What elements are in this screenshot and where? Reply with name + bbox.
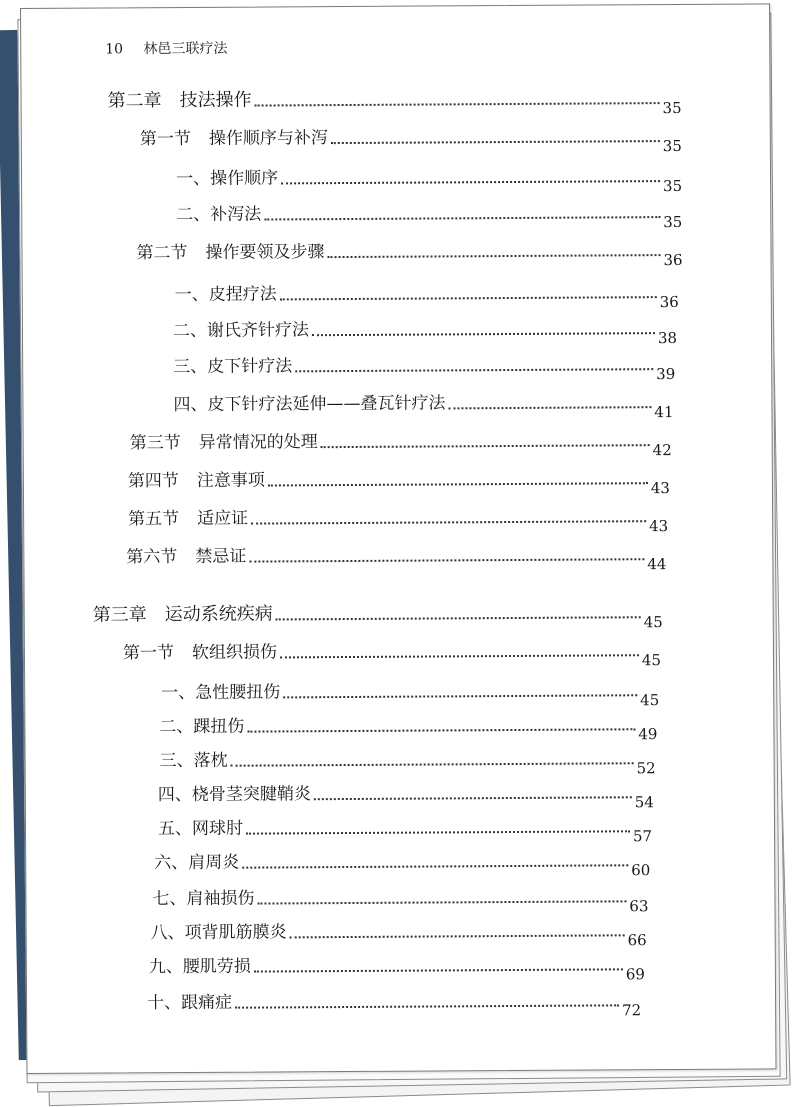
- toc-entry-chapter: [107, 87, 682, 118]
- chapter-label: 第二章: [107, 90, 162, 112]
- toc-entry-section: [136, 239, 683, 270]
- entry-page-number: 45: [640, 691, 660, 710]
- entry-title: 运动系统疾病: [164, 603, 273, 626]
- entry-page-number: 63: [629, 897, 649, 916]
- entry-page-number: 35: [662, 136, 682, 156]
- leader-dots: [246, 830, 630, 834]
- entry-title: 二、谢氏齐针疗法: [172, 320, 310, 342]
- leader-dots: [280, 296, 657, 300]
- leader-dots: [314, 796, 632, 800]
- leader-dots: [295, 368, 653, 372]
- entry-title: 注意事项: [196, 470, 265, 491]
- entry-page-number: 54: [634, 793, 654, 812]
- entry-page-number: 35: [663, 212, 683, 232]
- entry-title: 十、跟痛症: [147, 992, 233, 1014]
- entry-title: 五、网球肘: [157, 818, 244, 840]
- leader-dots: [331, 140, 660, 144]
- toc-entry-item: [176, 201, 683, 232]
- entry-page-number: 36: [663, 250, 683, 270]
- entry-page-number: 44: [647, 555, 667, 574]
- entry-page-number: 42: [652, 441, 672, 460]
- section-label: 第五节: [128, 509, 180, 530]
- entry-title: 一、操作顺序: [175, 168, 279, 190]
- toc-entry-item: [159, 747, 656, 778]
- toc-entry-item: [174, 281, 679, 312]
- section-label: 第一节: [139, 128, 191, 150]
- leader-dots: [328, 254, 661, 258]
- entry-title: 四、桡骨茎突腱鞘炎: [157, 784, 311, 806]
- leader-dots: [280, 654, 639, 658]
- entry-page-number: 60: [631, 861, 651, 880]
- leader-dots: [251, 520, 646, 524]
- leader-dots: [283, 694, 637, 698]
- chapter-label: 第三章: [92, 604, 147, 626]
- leader-dots: [249, 558, 644, 562]
- section-label: 第一节: [122, 643, 175, 664]
- toc-entry-item: [152, 885, 649, 916]
- entry-page-number: 69: [625, 965, 645, 984]
- toc-entry-item: [173, 353, 676, 384]
- toc-entry-item: [148, 953, 645, 984]
- toc-entry-item: [175, 165, 683, 196]
- leader-dots: [321, 444, 650, 448]
- running-header: [105, 38, 227, 59]
- entry-page-number: 52: [636, 759, 656, 778]
- entry-title: 异常情况的处理: [198, 432, 318, 453]
- entry-page-number: 45: [641, 651, 662, 670]
- entry-page-number: 43: [650, 479, 670, 498]
- toc-entry-section: [128, 505, 669, 536]
- leader-dots: [268, 482, 648, 486]
- toc-entry-chapter: [92, 601, 663, 632]
- toc-entry-item: [161, 679, 660, 710]
- toc-entry-section: [127, 467, 670, 498]
- leader-dots: [312, 332, 655, 336]
- section-label: 第六节: [126, 547, 178, 568]
- header-page-number: 10: [105, 41, 124, 58]
- toc-entry-section: [126, 543, 667, 574]
- toc-entry-item: [147, 989, 642, 1020]
- entry-title: 一、皮捏疗法: [174, 284, 277, 306]
- entry-title: 八、项背肌筋膜炎: [150, 922, 287, 944]
- entry-page-number: 39: [656, 365, 676, 384]
- leader-dots: [235, 1004, 619, 1008]
- toc-page: [20, 3, 776, 1074]
- toc-entry-item: [172, 317, 678, 348]
- leader-dots: [281, 180, 660, 184]
- entry-title: 一、急性腰扭伤: [161, 682, 281, 704]
- section-label: 第二节: [136, 242, 188, 264]
- leader-dots: [247, 728, 635, 732]
- entry-title: 二、补泻法: [176, 204, 262, 226]
- toc-entry-section: [129, 429, 672, 460]
- entry-title: 软组织损伤: [191, 642, 278, 663]
- entry-page-number: 72: [621, 1001, 642, 1020]
- toc-entry-item: [173, 391, 674, 422]
- entry-title: 九、腰肌劳损: [148, 956, 251, 978]
- leader-dots: [231, 762, 634, 766]
- leader-dots: [448, 406, 651, 409]
- leader-dots: [255, 102, 660, 106]
- entry-title: 技法操作: [179, 89, 252, 112]
- header-book-title: 林邑三联疗法: [143, 40, 228, 58]
- entry-title: 四、皮下针疗法延伸——叠瓦针疗法: [173, 393, 446, 416]
- entry-page-number: 36: [659, 292, 679, 312]
- toc-entry-item: [154, 849, 651, 880]
- entry-page-number: 66: [627, 931, 647, 950]
- toc-entry-item: [157, 815, 653, 846]
- toc-entry-section: [122, 639, 662, 670]
- entry-page-number: 57: [632, 827, 653, 846]
- entry-title: 六、肩周炎: [154, 852, 240, 874]
- entry-title: 适应证: [197, 508, 249, 529]
- entry-page-number: 35: [662, 176, 683, 196]
- leader-dots: [276, 616, 641, 620]
- toc-entry-section: [139, 125, 682, 156]
- entry-title: 禁忌证: [195, 546, 247, 567]
- entry-page-number: 35: [662, 98, 682, 118]
- leader-dots: [242, 864, 628, 868]
- leader-dots: [254, 968, 623, 972]
- entry-title: 操作顺序与补泻: [208, 128, 328, 149]
- entry-title: 三、落枕: [159, 750, 228, 772]
- section-label: 第三节: [129, 433, 181, 454]
- leader-dots: [264, 216, 660, 220]
- entry-page-number: 38: [657, 328, 678, 348]
- section-label: 第四节: [127, 471, 179, 492]
- entry-title: 七、肩袖损伤: [152, 888, 255, 910]
- toc-entry-item: [159, 713, 658, 744]
- leader-dots: [257, 900, 626, 904]
- toc-entry-item: [157, 781, 654, 812]
- entry-page-number: 41: [654, 403, 674, 422]
- entry-page-number: 49: [638, 725, 658, 744]
- entry-title: 三、皮下针疗法: [173, 356, 293, 378]
- entry-title: 操作要领及步骤: [205, 242, 325, 263]
- entry-page-number: 45: [643, 613, 663, 632]
- leader-dots: [290, 934, 625, 938]
- toc-entry-item: [150, 919, 647, 950]
- entry-title: 二、踝扭伤: [159, 716, 245, 738]
- entry-page-number: 43: [649, 517, 669, 536]
